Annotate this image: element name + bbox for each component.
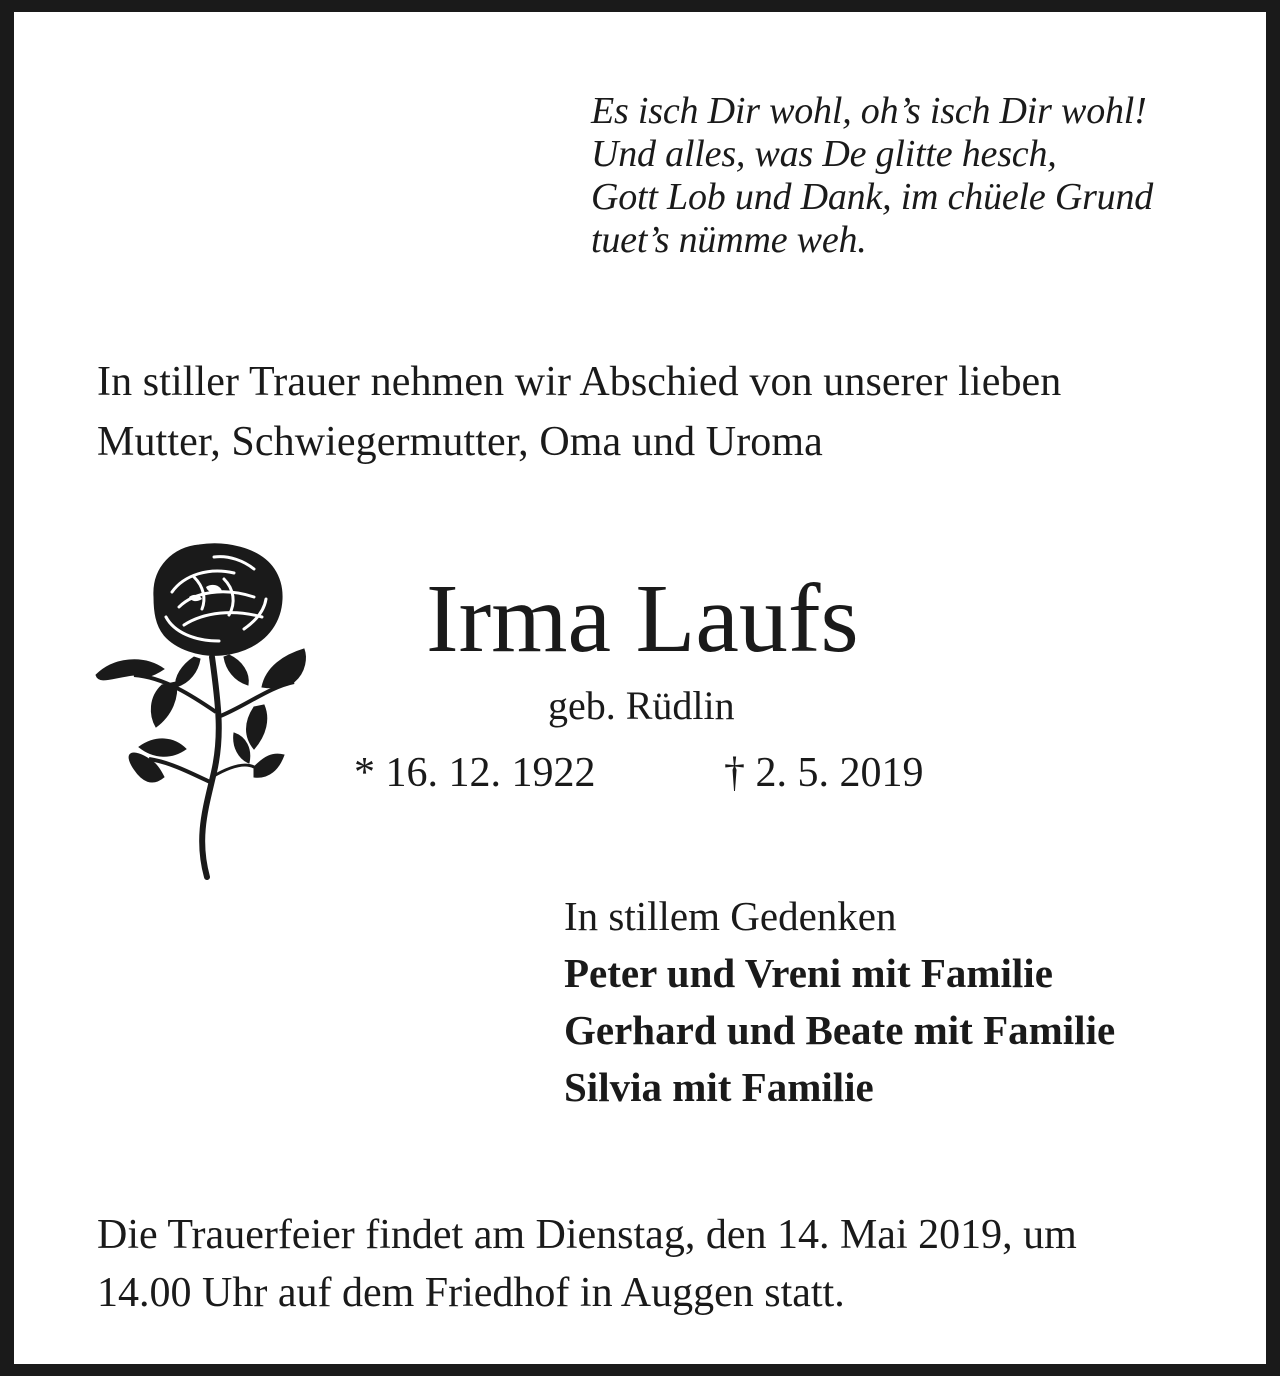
intro-line-2: Mutter, Schwiegermutter, Oma und Uroma [97, 419, 823, 465]
mourner-family: Silvia mit Familie [564, 1064, 874, 1110]
mourner-family: Peter und Vreni mit Familie [564, 950, 1053, 996]
mourners-block [564, 888, 1244, 1116]
motto-line-3: Gott Lob und Dank, im chüele Grund [591, 176, 1154, 218]
intro-line-1: In stiller Trauer nehmen wir Abschied von unserer lieben [97, 359, 1062, 405]
mourners-heading: In stillem Gedenken [564, 893, 897, 939]
mourner-family: Gerhard und Beate mit Familie [564, 1007, 1116, 1053]
deceased-name: Irma Laufs [426, 565, 859, 673]
intro-text [97, 352, 1237, 472]
motto-verse [591, 90, 1231, 262]
funeral-service-notice [97, 1206, 1237, 1322]
motto-line-1: Es isch Dir wohl, oh’s isch Dir wohl! [591, 90, 1147, 132]
birth-name: geb. Rüdlin [548, 683, 735, 728]
motto-line-4: tuet’s nümme weh. [591, 219, 867, 261]
motto-line-2: Und alles, was De glitte hesch, [591, 133, 1057, 175]
rose-icon [94, 537, 309, 882]
death-date: † 2. 5. 2019 [724, 750, 924, 796]
service-line-2: 14.00 Uhr auf dem Friedhof in Auggen statt. [97, 1270, 845, 1316]
service-line-1: Die Trauerfeier findet am Dienstag, den 14. Mai 2019, um [97, 1212, 1077, 1258]
birth-date: * 16. 12. 1922 [354, 750, 596, 796]
